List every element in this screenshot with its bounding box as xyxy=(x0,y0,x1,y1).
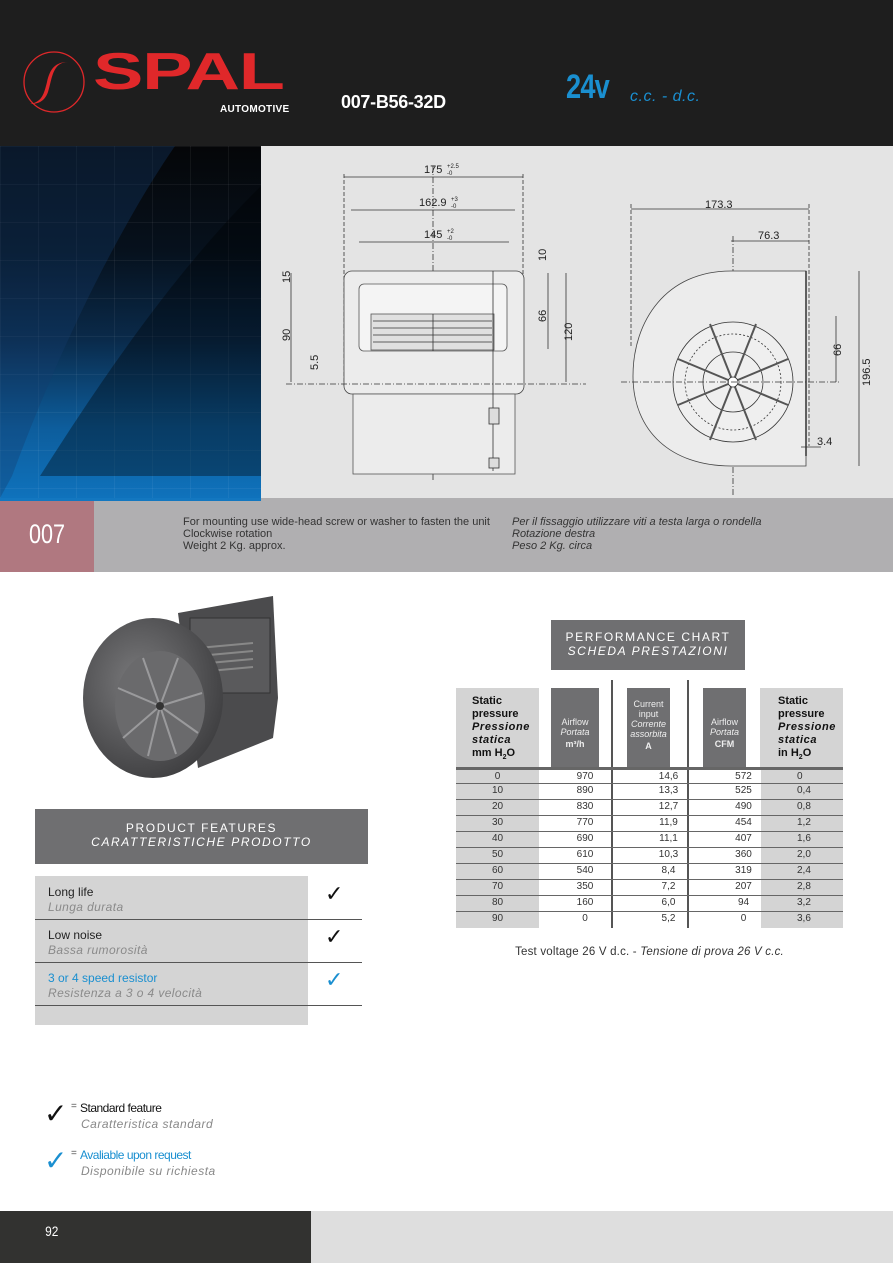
col-head-airflow-cfm: Airflow Portata CFM xyxy=(703,688,746,767)
note-rotation-it: Rotazione destra xyxy=(512,528,596,540)
feature-speed-resistor: 3 or 4 speed resistor Resistenza a 3 o 4 velocità ✓ xyxy=(35,963,362,1006)
decorative-background xyxy=(0,146,261,498)
col-head-pressure-mm: Static pressure Pressione statica mm $H_2O$ xyxy=(456,688,539,767)
table-row: 20 830 12,7 490 0,8 xyxy=(456,799,843,815)
svg-text:76.3: 76.3 xyxy=(758,230,780,242)
footer-bar xyxy=(311,1211,893,1263)
svg-text:196.5: 196.5 xyxy=(861,358,873,386)
col-head-current: Current input Corrente assorbita A xyxy=(627,688,670,767)
note-rotation: Clockwise rotation xyxy=(183,528,273,540)
table-row: 80 160 6,0 94 3,2 xyxy=(456,895,843,911)
current-type-label: c.c. - d.c. xyxy=(630,88,701,105)
svg-text:120: 120 xyxy=(563,322,575,341)
check-icon: ✓ xyxy=(325,881,344,906)
svg-text:-0: -0 xyxy=(451,204,457,210)
table-row: 90 0 5,2 0 3,6 xyxy=(456,911,843,928)
svg-text:3.4: 3.4 xyxy=(817,436,833,448)
svg-text:145: 145 xyxy=(424,229,443,241)
table-row: 50 610 10,3 360 2,0 xyxy=(456,847,843,863)
product-features-header: PRODUCT FEATURES CARATTERISTICHE PRODOTTO xyxy=(35,809,368,864)
svg-text:+3: +3 xyxy=(451,197,458,203)
table-row: 70 350 7,2 207 2,8 xyxy=(456,879,843,895)
spal-logo xyxy=(22,42,302,120)
notes-english xyxy=(183,516,490,552)
svg-text:5.5: 5.5 xyxy=(309,354,321,370)
voltage-label: 24v xyxy=(566,68,609,106)
svg-text:90: 90 xyxy=(281,328,293,341)
feature-long-life: Long life Lunga durata ✓ xyxy=(35,877,362,920)
svg-text:15: 15 xyxy=(281,270,293,283)
check-blue-icon: ✓ xyxy=(325,967,344,992)
check-blue-icon: ✓ xyxy=(44,1145,68,1176)
page-number: 92 xyxy=(45,1223,59,1239)
svg-text:-0: -0 xyxy=(447,171,453,177)
feature-low-noise: Low noise Bassa rumorosità ✓ xyxy=(35,920,362,963)
technical-drawing-panel xyxy=(261,146,893,498)
test-voltage-note: Test voltage 26 V d.c. - Tensione di prova 26 V c.c. xyxy=(515,946,784,958)
check-icon: ✓ xyxy=(44,1098,68,1129)
legend-standard: ✓ = Standard feature Caratteristica standard xyxy=(44,1098,214,1131)
svg-text:-0: -0 xyxy=(447,236,453,242)
svg-text:162.9: 162.9 xyxy=(419,197,447,209)
svg-text:66: 66 xyxy=(832,343,844,356)
brand-subtitle: AUTOMOTIVE xyxy=(220,104,290,115)
note-weight-it: Peso 2 Kg. circa xyxy=(512,540,593,552)
table-row: 30 770 11,9 454 1,2 xyxy=(456,815,843,831)
check-icon: ✓ xyxy=(325,924,344,949)
technical-drawing xyxy=(261,146,893,498)
svg-text:+2.5: +2.5 xyxy=(447,164,459,170)
performance-chart-header: PERFORMANCE CHART SCHEDA PRESTAZIONI xyxy=(551,620,745,670)
model-number: 007-B56-32D xyxy=(341,92,446,112)
table-row: 40 690 11,1 407 1,6 xyxy=(456,831,843,847)
table-row: 0 970 14,6 572 0 xyxy=(456,767,843,783)
legend-on-request: ✓ = Avaliable upon request Disponibile su richiesta xyxy=(44,1145,216,1178)
svg-text:175: 175 xyxy=(424,164,443,176)
table-row: 10 890 13,3 525 0,4 xyxy=(456,783,843,799)
spal-s-circle-icon xyxy=(22,50,86,114)
note-weight: Weight 2 Kg. approx. xyxy=(183,540,286,552)
page-header xyxy=(0,0,893,146)
note-mounting-it: Per il fissaggio utilizzare viti a testa larga o rondella xyxy=(512,516,762,528)
performance-table xyxy=(456,767,843,928)
blower-product-image xyxy=(78,588,308,793)
notes-italian xyxy=(512,516,761,552)
col-head-pressure-in: Static pressure Pressione statica in $H_2O$ xyxy=(760,688,843,767)
svg-text:66: 66 xyxy=(537,309,549,322)
svg-text:10: 10 xyxy=(537,248,549,261)
svg-text:173.3: 173.3 xyxy=(705,199,733,211)
svg-text:+2: +2 xyxy=(447,229,454,235)
note-mounting: For mounting use wide-head screw or washer to fasten the unit xyxy=(183,516,490,528)
swoosh-graphic xyxy=(0,146,261,498)
brand-wordmark: SPAL xyxy=(93,42,284,101)
col-head-airflow-m3h: Airflow Portata m³/h xyxy=(551,688,599,767)
series-code: 007 xyxy=(0,501,94,572)
footer-page-block xyxy=(0,1211,311,1263)
table-row: 60 540 8,4 319 2,4 xyxy=(456,863,843,879)
